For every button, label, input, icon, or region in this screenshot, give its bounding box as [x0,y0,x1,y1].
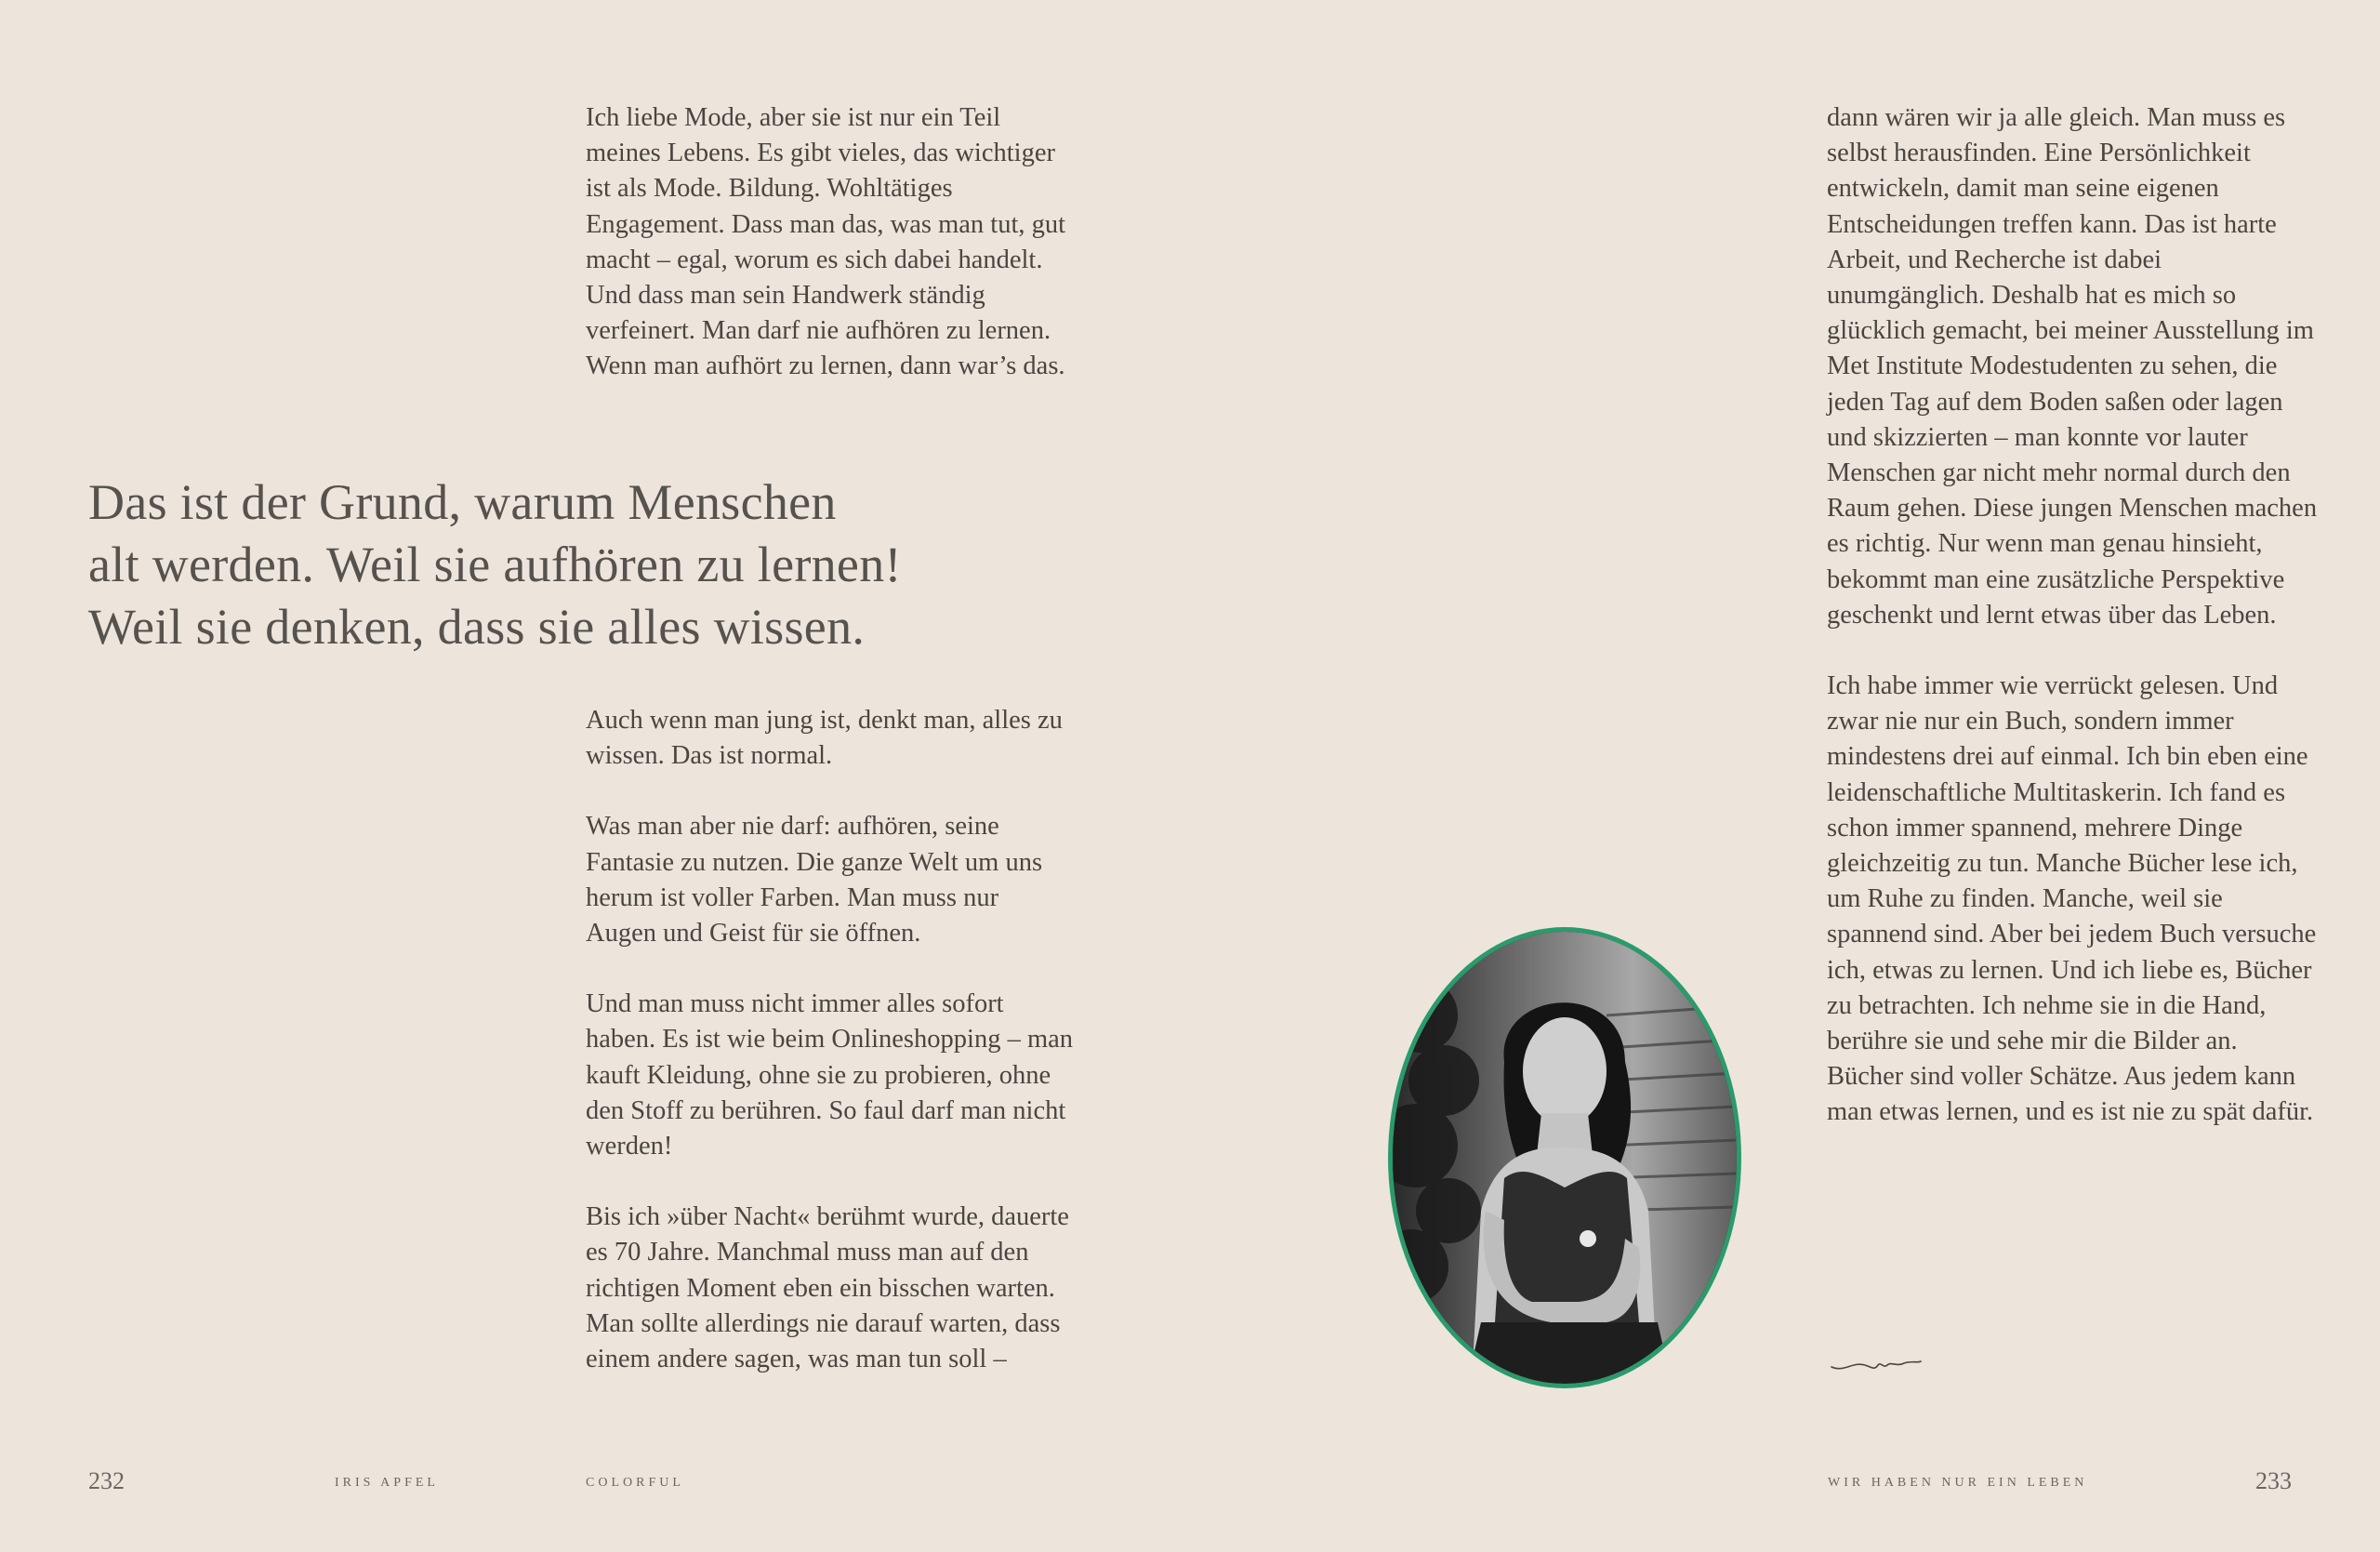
pull-quote-line: Das ist der Grund, warum Menschen [88,474,837,530]
left-column-bottom [586,703,1074,1413]
paragraph: Was man aber nie darf: aufhören, seine Fantasie zu nutzen. Die ganze Welt um uns herum ist voller Farben. Man muss nur Augen und Geist für sie öffnen. [586,812,1043,948]
page-number-right: 233 [2255,1467,2292,1494]
running-head-author: IRIS APFEL [335,1476,439,1490]
portrait-photo-image [1393,932,1737,1384]
page-number-left: 232 [88,1467,125,1494]
paragraph: Ich habe immer wie verrückt gelesen. Und zwar nie nur ein Buch, sondern immer mindestens drei auf einmal. Ich bin eben eine leidenschaftliche Multitaskerin. Ich fand es schon immer spannend, mehrere Dinge gleichzeitig zu tun. Manche Bücher lese ich, um Ruhe zu finden. Manche, weil sie spannend sind. Aber bei jedem Buch versuche ich, etwas zu lernen. Und ich liebe es, Bücher zu betrachten. Ich nehme sie in die Hand, berühre sie und sehe mir die Bilder an. Bücher sind voller Schätze. Aus jedem kann man etwas lernen, und es ist nie zu spät dafür. [1827,671,2317,1127]
paragraph: Und man muss nicht immer alles sofort haben. Es ist wie beim Onlineshopping – man kauft Kleidung, ohne sie zu probieren, ohne den Stoff zu berühren. So faul darf man nicht werden! [586,989,1074,1161]
swash-ornament-icon [1830,1354,1923,1376]
portrait-photo-frame [1388,927,1741,1388]
pull-quote [88,471,1018,658]
paragraph: Bis ich »über Nacht« berühmt wurde, dauerte es 70 Jahre. Manchmal muss man auf den richtigen Moment eben ein bisschen warten. Man sollte allerdings nie darauf warten, dass einem andere sagen, was man tun soll – [586,1202,1069,1374]
pull-quote-line: Weil sie denken, dass sie alles wissen. [88,599,866,655]
pull-quote-line: alt werden. Weil sie aufhören zu lernen! [88,537,902,592]
left-column-top [586,100,1074,420]
running-head-book: COLORFUL [586,1476,684,1490]
running-head-section: WIR HABEN NUR EIN LEBEN [1828,1476,2088,1490]
right-column [1827,100,2320,1166]
paragraph: dann wären wir ja alle gleich. Man muss es selbst herausfinden. Eine Persönlichkeit entwickeln, damit man seine eigenen Entscheidungen treffen kann. Das ist harte Arbeit, und Recherche ist dabei unumgänglich. Deshalb hat es mich so glücklich gemacht, bei meiner Ausstellung im Met Institute Modestudenten zu sehen, die jeden Tag auf dem Boden saßen oder lagen und skizzierten – man konnte vor lauter Menschen gar nicht mehr normal durch den Raum gehen. Diese jungen Menschen machen es richtig. Nur wenn man genau hinsieht, bekommt man eine zusätzliche Perspektive geschenkt und lernt etwas über das Leben. [1827,103,2318,630]
right-page [1190,0,2380,1552]
paragraph: Ich liebe Mode, aber sie ist nur ein Teil meines Lebens. Es gibt vieles, das wichtiger ist als Mode. Bildung. Wohltätiges Engagement. Dass man das, was man tut, gut macht – egal, worum es sich dabei handelt. Und dass man sein Handwerk ständig verfeinert. Man darf nie aufhören zu lernen. Wenn man aufhört zu lernen, dann war’s das. [586,103,1066,381]
paragraph: Auch wenn man jung ist, denkt man, alles zu wissen. Das ist normal. [586,706,1063,771]
portrait-photo [1393,932,1737,1384]
